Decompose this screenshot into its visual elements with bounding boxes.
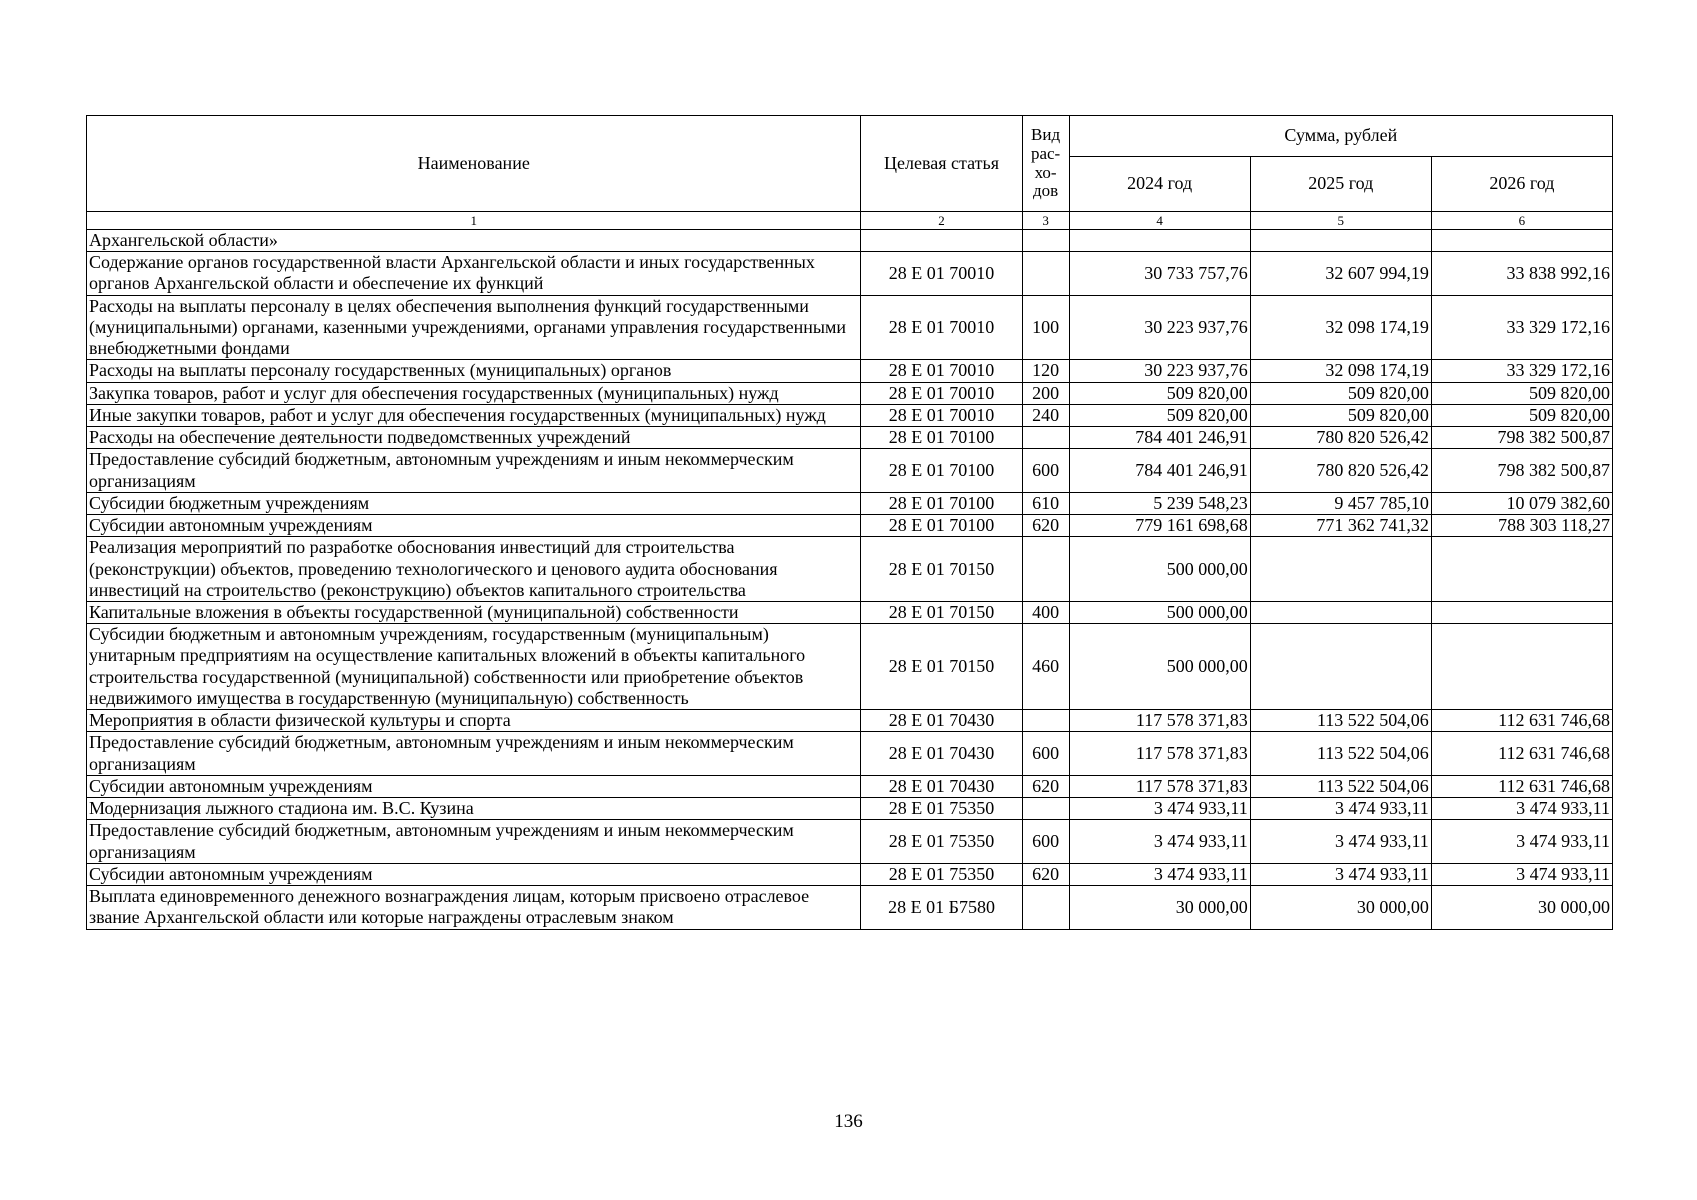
row-name: Субсидии бюджетным и автономным учреждениям, государственным (муниципальным) унитарным предприятиям на осуществление капитальных вложений в объекты капитального строительства государственной (муниципальной) собственности или приобретение объектов недвижимого имущества в государственную (муниципальную) собственность: [87, 624, 861, 710]
header-row: [87, 116, 1613, 157]
row-target-article: [861, 230, 1022, 252]
row-name: Предоставление субсидий бюджетным, автономным учреждениям и иным некоммерческим организациям: [87, 732, 861, 775]
column-number: 4: [1069, 212, 1250, 230]
row-amount-2024: 5 239 548,23: [1069, 492, 1250, 514]
row-amount-2024: 30 000,00: [1069, 886, 1250, 929]
row-amount-2024: 784 401 246,91: [1069, 427, 1250, 449]
table-row: [87, 404, 1613, 426]
row-amount-2024: [1069, 230, 1250, 252]
row-expense-type: 600: [1022, 820, 1069, 863]
row-name: Предоставление субсидий бюджетным, автономным учреждениям и иным некоммерческим организациям: [87, 820, 861, 863]
row-target-article: 28 Е 01 75350: [861, 820, 1022, 863]
row-amount-2025: 509 820,00: [1250, 404, 1431, 426]
column-number: 5: [1250, 212, 1431, 230]
row-amount-2025: [1250, 230, 1431, 252]
row-expense-type: 400: [1022, 601, 1069, 623]
row-amount-2024: 3 474 933,11: [1069, 820, 1250, 863]
table-row: [87, 252, 1613, 295]
row-amount-2024: 779 161 698,68: [1069, 515, 1250, 537]
row-amount-2025: 780 820 526,42: [1250, 449, 1431, 492]
row-expense-type: 100: [1022, 295, 1069, 360]
row-amount-2024: 30 733 757,76: [1069, 252, 1250, 295]
row-amount-2024: 30 223 937,76: [1069, 295, 1250, 360]
table-body: [87, 230, 1613, 930]
row-amount-2025: [1250, 537, 1431, 602]
row-expense-type: 620: [1022, 515, 1069, 537]
table-row: [87, 492, 1613, 514]
row-expense-type: [1022, 252, 1069, 295]
row-amount-2024: 509 820,00: [1069, 404, 1250, 426]
table-row: [87, 710, 1613, 732]
header-name: Наименование: [87, 116, 861, 212]
row-amount-2024: 500 000,00: [1069, 624, 1250, 710]
row-amount-2026: [1431, 601, 1612, 623]
row-name: Модернизация лыжного стадиона им. В.С. Кузина: [87, 798, 861, 820]
row-expense-type: 600: [1022, 449, 1069, 492]
row-expense-type: [1022, 427, 1069, 449]
table-row: [87, 601, 1613, 623]
table-row: [87, 732, 1613, 775]
row-expense-type: 460: [1022, 624, 1069, 710]
row-name: Расходы на выплаты персоналу в целях обеспечения выполнения функций государственными (муниципальными) органами, казенными учреждениями, органами управления государственными внебюджетными фондами: [87, 295, 861, 360]
row-target-article: 28 Е 01 70010: [861, 252, 1022, 295]
row-amount-2026: 33 838 992,16: [1431, 252, 1612, 295]
row-expense-type: 620: [1022, 863, 1069, 885]
row-target-article: 28 Е 01 75350: [861, 798, 1022, 820]
row-amount-2026: [1431, 624, 1612, 710]
table-row: [87, 863, 1613, 885]
row-amount-2024: 500 000,00: [1069, 601, 1250, 623]
row-amount-2026: [1431, 230, 1612, 252]
row-expense-type: [1022, 798, 1069, 820]
table-row: [87, 427, 1613, 449]
row-name: Реализация мероприятий по разработке обоснования инвестиций для строительства (реконструкции) объектов, проведению технологического и ценового аудита обоснования инвестиций на строительство (реконструкцию) объектов капитального строительства: [87, 537, 861, 602]
column-number: 6: [1431, 212, 1612, 230]
row-amount-2024: 117 578 371,83: [1069, 732, 1250, 775]
row-expense-type: 240: [1022, 404, 1069, 426]
header-year-2025: 2025 год: [1250, 157, 1431, 212]
row-amount-2024: 500 000,00: [1069, 537, 1250, 602]
row-amount-2026: 509 820,00: [1431, 382, 1612, 404]
row-amount-2026: 798 382 500,87: [1431, 449, 1612, 492]
row-expense-type: 200: [1022, 382, 1069, 404]
row-expense-type: [1022, 710, 1069, 732]
row-name: Субсидии автономным учреждениям: [87, 515, 861, 537]
row-expense-type: 120: [1022, 360, 1069, 382]
table-row: [87, 449, 1613, 492]
table-row: [87, 382, 1613, 404]
row-expense-type: [1022, 230, 1069, 252]
table-row: [87, 798, 1613, 820]
row-amount-2026: 3 474 933,11: [1431, 863, 1612, 885]
row-name: Расходы на выплаты персоналу государственных (муниципальных) органов: [87, 360, 861, 382]
row-expense-type: 620: [1022, 775, 1069, 797]
table-row: [87, 230, 1613, 252]
row-name: Содержание органов государственной власти Архангельской области и иных государственных органов Архангельской области и обеспечение их функций: [87, 252, 861, 295]
row-name: Мероприятия в области физической культуры и спорта: [87, 710, 861, 732]
table-row: [87, 295, 1613, 360]
row-name: Иные закупки товаров, работ и услуг для обеспечения государственных (муниципальных) нужд: [87, 404, 861, 426]
row-target-article: 28 Е 01 70150: [861, 601, 1022, 623]
header-year-2024: 2024 год: [1069, 157, 1250, 212]
row-target-article: 28 Е 01 70430: [861, 732, 1022, 775]
row-amount-2026: 3 474 933,11: [1431, 798, 1612, 820]
row-amount-2024: 3 474 933,11: [1069, 863, 1250, 885]
row-amount-2026: 33 329 172,16: [1431, 360, 1612, 382]
row-name: Закупка товаров, работ и услуг для обеспечения государственных (муниципальных) нужд: [87, 382, 861, 404]
row-target-article: 28 Е 01 70010: [861, 360, 1022, 382]
row-amount-2026: 33 329 172,16: [1431, 295, 1612, 360]
row-amount-2025: 3 474 933,11: [1250, 798, 1431, 820]
table-row: [87, 515, 1613, 537]
row-name: Выплата единовременного денежного вознаграждения лицам, которым присвоено отраслевое звание Архангельской области или которые награждены отраслевым знаком: [87, 886, 861, 929]
row-target-article: 28 Е 01 70010: [861, 404, 1022, 426]
header-target-article: Целевая статья: [861, 116, 1022, 212]
row-target-article: 28 Е 01 70100: [861, 515, 1022, 537]
column-number: 1: [87, 212, 861, 230]
row-amount-2025: 32 607 994,19: [1250, 252, 1431, 295]
row-name: Субсидии бюджетным учреждениям: [87, 492, 861, 514]
row-amount-2024: 117 578 371,83: [1069, 775, 1250, 797]
row-expense-type: [1022, 537, 1069, 602]
row-target-article: 28 Е 01 70100: [861, 492, 1022, 514]
row-amount-2024: 30 223 937,76: [1069, 360, 1250, 382]
row-amount-2025: 780 820 526,42: [1250, 427, 1431, 449]
row-amount-2024: 117 578 371,83: [1069, 710, 1250, 732]
row-target-article: 28 Е 01 70010: [861, 295, 1022, 360]
row-amount-2025: 32 098 174,19: [1250, 295, 1431, 360]
page-number: 136: [834, 1111, 863, 1132]
row-target-article: 28 Е 01 70010: [861, 382, 1022, 404]
row-amount-2026: 112 631 746,68: [1431, 710, 1612, 732]
row-amount-2025: 509 820,00: [1250, 382, 1431, 404]
row-name: Архангельской области»: [87, 230, 861, 252]
row-expense-type: [1022, 886, 1069, 929]
row-name: Предоставление субсидий бюджетным, автономным учреждениям и иным некоммерческим организациям: [87, 449, 861, 492]
column-number-row: [87, 212, 1613, 230]
row-amount-2024: 3 474 933,11: [1069, 798, 1250, 820]
row-amount-2026: 30 000,00: [1431, 886, 1612, 929]
table-row: [87, 775, 1613, 797]
table-row: [87, 820, 1613, 863]
table-row: [87, 886, 1613, 929]
row-name: Расходы на обеспечение деятельности подведомственных учреждений: [87, 427, 861, 449]
row-target-article: 28 Е 01 70150: [861, 624, 1022, 710]
row-amount-2025: 771 362 741,32: [1250, 515, 1431, 537]
row-name: Капитальные вложения в объекты государственной (муниципальной) собственности: [87, 601, 861, 623]
row-target-article: 28 Е 01 70430: [861, 775, 1022, 797]
column-number: 3: [1022, 212, 1069, 230]
row-amount-2025: 30 000,00: [1250, 886, 1431, 929]
row-amount-2026: 798 382 500,87: [1431, 427, 1612, 449]
row-target-article: 28 Е 01 70100: [861, 427, 1022, 449]
row-amount-2025: [1250, 624, 1431, 710]
row-amount-2026: 112 631 746,68: [1431, 775, 1612, 797]
row-name: Субсидии автономным учреждениям: [87, 775, 861, 797]
header-sum: Сумма, рублей: [1069, 116, 1612, 157]
row-amount-2024: 784 401 246,91: [1069, 449, 1250, 492]
row-target-article: 28 Е 01 Б7580: [861, 886, 1022, 929]
row-amount-2026: [1431, 537, 1612, 602]
row-target-article: 28 Е 01 70430: [861, 710, 1022, 732]
row-amount-2026: 3 474 933,11: [1431, 820, 1612, 863]
row-amount-2026: 509 820,00: [1431, 404, 1612, 426]
row-amount-2026: 112 631 746,68: [1431, 732, 1612, 775]
row-amount-2025: 32 098 174,19: [1250, 360, 1431, 382]
row-target-article: 28 Е 01 70150: [861, 537, 1022, 602]
row-target-article: 28 Е 01 70100: [861, 449, 1022, 492]
row-amount-2024: 509 820,00: [1069, 382, 1250, 404]
row-amount-2025: 3 474 933,11: [1250, 820, 1431, 863]
row-expense-type: 600: [1022, 732, 1069, 775]
row-target-article: 28 Е 01 75350: [861, 863, 1022, 885]
row-amount-2025: 113 522 504,06: [1250, 775, 1431, 797]
table-row: [87, 360, 1613, 382]
row-expense-type: 610: [1022, 492, 1069, 514]
row-amount-2026: 10 079 382,60: [1431, 492, 1612, 514]
table-row: [87, 624, 1613, 710]
row-amount-2025: 113 522 504,06: [1250, 732, 1431, 775]
row-amount-2025: 3 474 933,11: [1250, 863, 1431, 885]
row-amount-2025: 9 457 785,10: [1250, 492, 1431, 514]
row-name: Субсидии автономным учреждениям: [87, 863, 861, 885]
header-year-2026: 2026 год: [1431, 157, 1612, 212]
row-amount-2026: 788 303 118,27: [1431, 515, 1612, 537]
column-number: 2: [861, 212, 1022, 230]
row-amount-2025: [1250, 601, 1431, 623]
table-row: [87, 537, 1613, 602]
row-amount-2025: 113 522 504,06: [1250, 710, 1431, 732]
header-expense-type: Вид рас-хо-дов: [1022, 116, 1069, 212]
budget-table: [86, 115, 1613, 930]
